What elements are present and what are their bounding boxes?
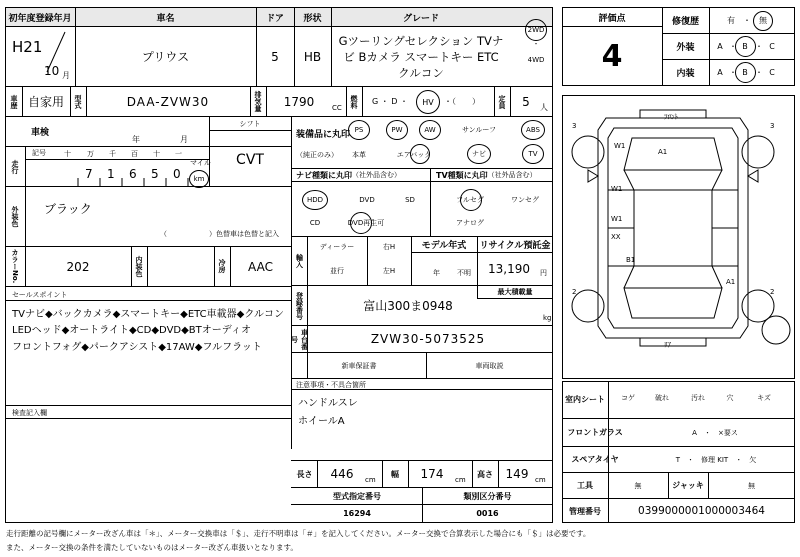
equip-leather: 本革 — [352, 151, 366, 159]
length-value: 446 — [330, 467, 354, 481]
diagram-rear-label: ﾘｱ — [664, 341, 671, 349]
inspection-year-unit: 年 — [132, 135, 140, 144]
int-sep-1: ・ — [729, 68, 737, 77]
mileage-digit-3: 5 — [151, 167, 159, 181]
navi-dvd: DVD — [359, 196, 375, 204]
navi-label-text: ナビ種類に丸印 — [296, 170, 352, 180]
model-year-unit: 年 — [433, 269, 440, 277]
height-label: 高さ — [477, 469, 493, 479]
navi-hdd: HDD — [306, 196, 324, 204]
shape-value: HB — [303, 49, 322, 64]
tv-analog: アナログ — [456, 219, 484, 227]
tv-note: （社外品含む） — [487, 171, 537, 179]
drive-2wd: 2WD — [527, 26, 545, 34]
seat-hole: 穴 — [726, 394, 734, 402]
fuel-selected: HV — [422, 97, 434, 107]
equip-sunroof: サンルーフ — [461, 126, 497, 134]
equipment-sub-label: （純正のみ） — [296, 151, 338, 159]
equip-navi: ナビ — [472, 150, 486, 158]
sales-point-line-2: LEDヘッド◆オートライト◆CD◆DVD◆BTオーディオ — [12, 325, 251, 336]
mileage-digit-1: 1 — [107, 167, 115, 181]
recycle-label: リサイクル預託金 — [479, 241, 551, 251]
class-code-label: 類別区分番号 — [463, 491, 512, 501]
capacity-unit: 人 — [540, 103, 548, 112]
doors-value: 5 — [271, 49, 279, 64]
navi-dvd-play: DVD再生可 — [347, 219, 385, 227]
damage-mark-2: A1 — [658, 148, 668, 156]
tv-fullseg: フルセグ — [456, 196, 484, 204]
ac-label: 冷房 — [218, 259, 226, 273]
equip-aw: AW — [424, 126, 436, 134]
damage-mark-6: B1 — [626, 256, 636, 264]
mileage-km-label: km — [193, 174, 205, 183]
int-opt-b: B — [742, 68, 748, 77]
ext-opt-a: A — [717, 42, 723, 51]
footer-note-line-1: 走行距離の記号欄にメーター改ざん車は「＊」、メーター交換車は「＄」、走行不明車は「＃」を記入してください。メーター交換で合算表示した場合にも「＄」は必要です。 — [6, 529, 591, 538]
displacement-unit: CC — [332, 104, 342, 112]
import-dealer: ディーラー — [319, 243, 355, 251]
first-reg-year: H21 — [12, 38, 43, 56]
score-label: 評価点 — [598, 13, 626, 24]
mileage-col-4: 十 — [153, 150, 160, 158]
spare-tire-label: スペアタイヤ — [571, 455, 619, 464]
int-opt-c: C — [769, 68, 775, 77]
recycle-value: 13,190 — [488, 262, 530, 276]
color-label: 外装色 — [11, 205, 19, 227]
width-label: 幅 — [391, 469, 399, 479]
capacity-value: 5 — [522, 94, 530, 109]
diagram-front-label: ﾌﾛﾝﾄ — [664, 113, 678, 121]
height-unit: cm — [535, 476, 546, 484]
tire-label-rr: 2 — [770, 288, 775, 296]
type-code-value: 16294 — [343, 509, 371, 518]
remarks-label: 注意事項・不具合箇所 — [296, 381, 366, 389]
repair-opt-no: 無 — [759, 16, 767, 25]
import-parallel: 並行 — [330, 267, 344, 275]
glass-label: フロントガラス — [567, 428, 623, 437]
seat-dirt: 汚れ — [691, 394, 705, 402]
jack-value: 無 — [748, 481, 755, 490]
first-reg-month-unit: 月 — [62, 71, 70, 80]
type-code-label: 型式指定番号 — [333, 491, 381, 501]
max-load-unit: kg — [543, 314, 552, 322]
mileage-col-0: 十 — [64, 150, 71, 158]
tv-oneseg: ワンセグ — [511, 196, 539, 204]
spare-tire-value: T ・ 修理 KIT ・ 欠 — [675, 455, 757, 464]
seat-scratch: キズ — [757, 394, 771, 402]
model-year-label: モデル年式 — [421, 241, 467, 251]
width-value: 174 — [420, 467, 444, 481]
navi-sd: SD — [405, 196, 415, 204]
tire-label-fr: 3 — [770, 122, 775, 130]
int-color-label: 内装色 — [135, 255, 143, 277]
chassis-label: 車台番号 — [290, 328, 309, 350]
color-no-label: カラーNo. — [11, 248, 19, 284]
repair-history-label: 修復歴 — [671, 17, 699, 27]
grade-value: Gツーリングセレクション TVナビ Bカメラ スマートキー ETC クルコン — [338, 33, 504, 80]
seat-burn: コゲ — [621, 394, 635, 402]
inspection-label: 車検 — [30, 127, 49, 138]
import-left-h: 左H — [382, 267, 396, 275]
tools-label: 工具 — [577, 481, 593, 490]
mileage-label: 走行 — [11, 159, 19, 174]
mileage-col-5: 一 — [175, 150, 182, 158]
remark-line-2: ホイールA — [298, 416, 345, 427]
car-name-value: プリウス — [141, 50, 190, 64]
model-year-value: 不明 — [457, 269, 471, 277]
displacement-value: 1790 — [283, 94, 315, 109]
ext-opt-c: C — [769, 42, 775, 51]
inspection-month-unit: 月 — [180, 135, 188, 144]
equip-tv: TV — [528, 150, 538, 158]
ext-opt-b: B — [742, 42, 748, 51]
repair-opt-yes: 有 — [727, 16, 735, 25]
color-value: ブラック — [44, 202, 92, 216]
damage-mark-5: XX — [611, 233, 621, 241]
repair-opt-sep: ・ — [743, 16, 751, 25]
shape-label: 形状 — [303, 13, 322, 24]
int-sep-2: ・ — [755, 68, 763, 77]
mileage-col-2: 千 — [109, 150, 116, 158]
interior-label: 内装 — [676, 68, 695, 79]
equip-ps: PS — [354, 126, 364, 134]
exterior-label: 外装 — [676, 42, 695, 53]
width-unit: cm — [455, 476, 466, 484]
shift-value: CVT — [236, 152, 264, 168]
tv-label-text: TV種類に丸印 — [436, 170, 488, 180]
int-opt-a: A — [717, 68, 723, 77]
sales-point-line-3: フロントフォグ◆パークアシスト◆17AW◆フルフラット — [12, 342, 262, 353]
mileage-digit-0: 7 — [85, 167, 93, 181]
damage-mark-3: W1 — [611, 185, 623, 193]
mileage-digit-4: 0 — [173, 167, 181, 181]
ext-sep-1: ・ — [729, 42, 737, 51]
color-change-note: （ ）色替車は色替と記入 — [160, 230, 279, 238]
shift-label: シフト — [239, 119, 261, 128]
length-unit: cm — [365, 476, 376, 484]
navi-note: （社外品含む） — [352, 171, 401, 179]
equip-pw: PW — [391, 126, 403, 134]
car-name-label: 車名 — [156, 13, 175, 24]
model-value: DAA-ZVW30 — [126, 94, 210, 109]
recycle-unit: 円 — [540, 269, 547, 277]
ext-sep-2: ・ — [755, 42, 763, 51]
usage-label: 車歴 — [10, 94, 18, 109]
mileage-digit-2: 6 — [129, 167, 137, 181]
sales-point-line-1: TVナビ◆バックカメラ◆スマートキー◆ETC車載器◆クルコン — [12, 309, 285, 320]
glass-value: A ・ ×要ス — [692, 428, 738, 437]
import-label: 輸入 — [295, 254, 304, 268]
registration-label: 登録番号 — [295, 291, 304, 320]
chassis-value: ZVW30-5073525 — [370, 332, 486, 346]
displacement-label: 排気量 — [254, 91, 262, 112]
footer-note-line-2: また、メーター交換の条件を満たしていないものはメーター改ざん車扱いとなります。 — [6, 543, 298, 552]
first-reg-label: 初年度登録年月 — [8, 13, 72, 24]
mgmt-number-value: 0399000001000003464 — [638, 505, 765, 517]
damage-mark-4: W1 — [611, 215, 623, 223]
doc-warranty: 新車保証書 — [341, 361, 377, 370]
equip-airbag: エアバック — [396, 151, 432, 159]
color-no-value: 202 — [66, 259, 90, 274]
fuel-other: ・（ ） — [444, 97, 480, 106]
first-reg-month: 10 — [44, 64, 60, 78]
remark-line-1: ハンドルスレ — [298, 398, 358, 409]
equipment-label: 装備品に丸印 — [296, 130, 351, 140]
score-value: 4 — [601, 38, 623, 74]
mgmt-number-label: 管理番号 — [569, 506, 601, 516]
model-label: 型式 — [74, 94, 82, 109]
capacity-label: 定員 — [498, 94, 506, 109]
damage-mark-1: W1 — [614, 142, 626, 150]
tire-label-fl: 3 — [572, 122, 577, 130]
ac-value: AAC — [248, 259, 273, 274]
drive-4wd: 4WD — [527, 56, 545, 64]
mileage-mile-label: マイル — [190, 159, 211, 167]
length-label: 長さ — [296, 469, 313, 479]
grade-label: グレード — [402, 13, 439, 24]
mileage-col-3: 百 — [131, 150, 138, 158]
equip-abs: ABS — [526, 126, 540, 134]
door-label: ドア — [266, 13, 284, 24]
mileage-code-label: 記号 — [32, 149, 46, 157]
inspector-label: 検査記入欄 — [12, 409, 47, 417]
damage-mark-7: A1 — [726, 278, 736, 286]
seat-label: 室内シート — [565, 395, 605, 404]
fuel-label: 燃料 — [350, 94, 358, 109]
jack-label: ジャッキ — [672, 481, 704, 490]
navi-cd: CD — [309, 219, 321, 227]
max-load-label: 最大積載量 — [497, 288, 533, 296]
height-value: 149 — [505, 467, 529, 481]
class-code-value: 0016 — [476, 509, 499, 518]
seat-tear: 破れ — [655, 394, 669, 402]
drive-separator: ・ — [532, 40, 540, 48]
mileage-col-1: 万 — [87, 150, 94, 158]
registration-value: 富山300ま0948 — [363, 298, 453, 313]
sales-points-label: セールスポイント — [12, 291, 68, 299]
usage-value: 自家用 — [27, 95, 64, 109]
tools-value: 無 — [634, 481, 642, 490]
doc-manual: 車両取説 — [475, 361, 504, 370]
fuel-options: G ・ D ・ — [372, 97, 408, 106]
tire-label-rl: 2 — [572, 288, 577, 296]
import-right-h: 右H — [382, 243, 396, 251]
